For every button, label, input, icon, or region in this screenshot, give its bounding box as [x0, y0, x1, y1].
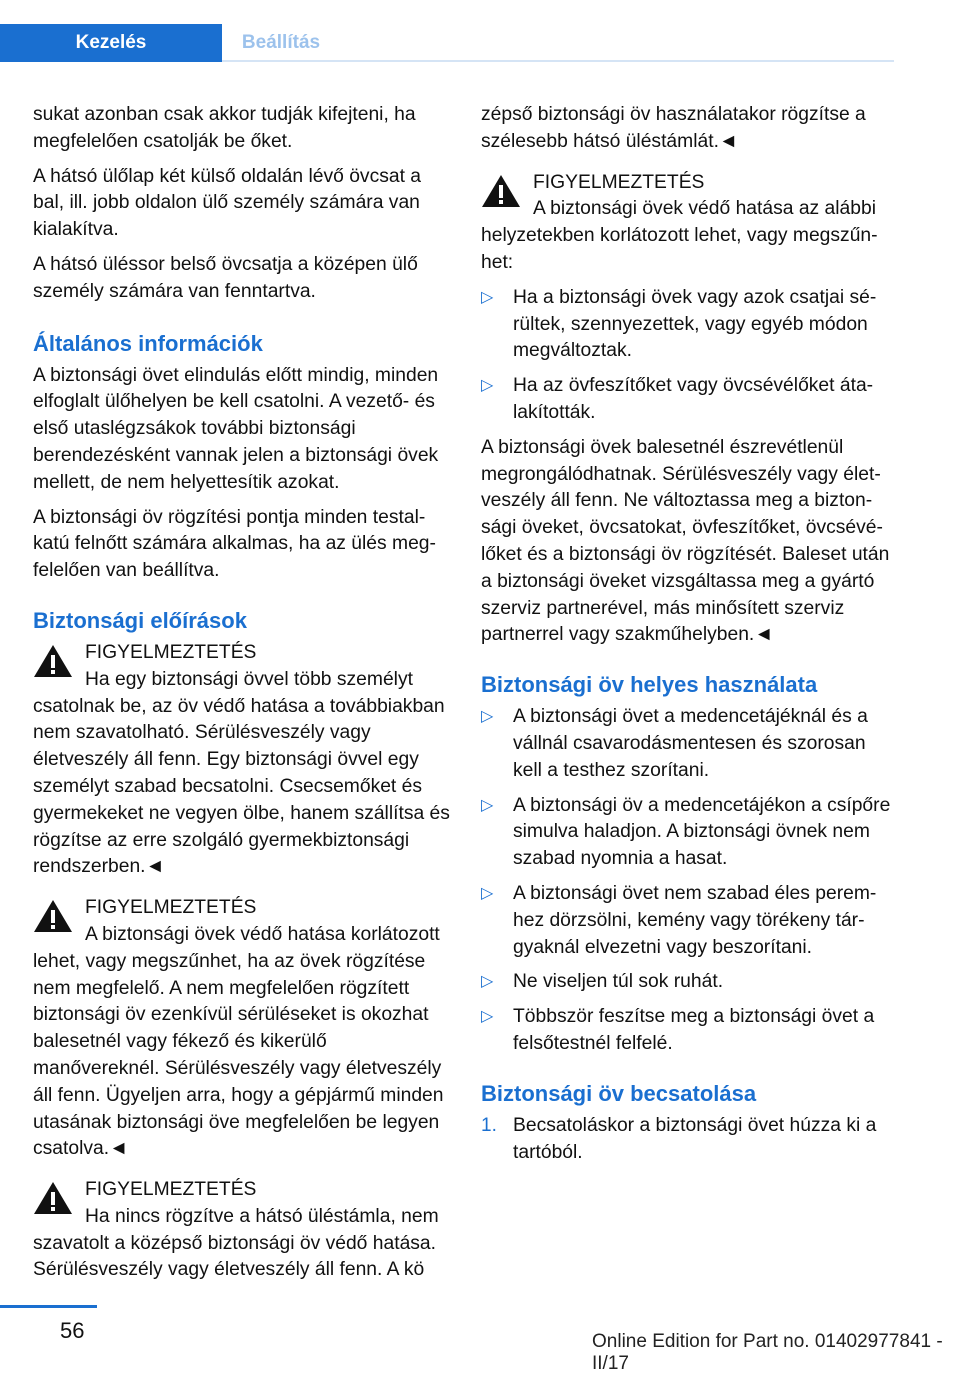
warning-title: FIGYELMEZTETÉS — [85, 897, 257, 919]
warning-triangle-icon — [33, 899, 73, 933]
warning-block — [33, 895, 451, 1163]
edition-footer: Online Edition for Part no. 01402977841 - II/17 — [592, 1331, 943, 1374]
list-item: 1. Becsatoláskor a biztonsági övet húzza ki a tartóból. — [481, 1114, 877, 1163]
paragraph: A biztonsági övek balesetnél észrevétlenül megrongálódhatnak. Sérülésveszély vagy életveszély áll fenn. Ne változtassa meg a biztonsági öveket, övcsatokat, övfeszítőket, övcsévélőket és a biztonsági öv rögzítését. Baleset után a biztonsági öveket vizsgáltassa meg a gyártó szerviz partnerével, más minősített szerviz partnerrel vagy szakműhelyben.◄ — [481, 436, 890, 646]
paragraph: A hátsó üléssor belső övcsatja a középen ülő személy számára van fenntartva. — [33, 253, 418, 302]
triangle-bullet-icon: ▷ — [481, 708, 494, 726]
right-column — [481, 102, 899, 1174]
warning-triangle-icon — [33, 1181, 73, 1215]
warning-block — [481, 170, 899, 277]
warning-triangle-icon — [33, 644, 73, 678]
warning-title: FIGYELMEZTETÉS — [85, 1179, 257, 1201]
list-item: ▷ Ha a biztonsági övek vagy azok csatjai sérültek, szennyezettek, vagy egyéb módon megváltoztak. — [481, 286, 877, 362]
paragraph: A hátsó ülőlap két külső oldalán lévő övcsat a bal, ill. jobb oldalon ülő személy számára van kialakítva. — [33, 165, 422, 241]
proper-use-list — [481, 704, 899, 1058]
triangle-bullet-icon: ▷ — [481, 377, 494, 395]
paragraph: sukat azonban csak akkor tudják kifejteni, ha megfelelően csatolják be őket. — [33, 104, 416, 152]
list-item: ▷ A biztonsági övet nem szabad éles peremhez dörzsölni, kemény vagy törékeny tárgyaknál elvezetni vagy beszorítani. — [481, 882, 877, 958]
triangle-bullet-icon: ▷ — [481, 288, 494, 306]
list-item: ▷ Többször feszítse meg a biztonsági övet a felsőtestnél felfelé. — [481, 1006, 875, 1054]
header-tabbar — [0, 24, 894, 62]
warning-title: FIGYELMEZTETÉS — [85, 641, 257, 663]
heading-general-info: Általános információk — [33, 330, 263, 356]
heading-fastening: Biztonsági öv becsatolása — [481, 1080, 757, 1106]
paragraph: zépső biztonsági öv használatakor rögzítse a szélesebb hátsó üléstámlát.◄ — [481, 104, 866, 152]
warning-text: Ha nincs rögzítve a hátsó üléstámla, nem szavatolt a középső biztonsági öv védő hatása. Sérülésveszély vagy életveszély áll fenn. A kö — [33, 1205, 439, 1281]
tab-beallitas[interactable]: Beállítás — [241, 32, 321, 53]
warning-block — [33, 640, 451, 881]
footer-rule — [0, 1305, 97, 1308]
warning-text: Ha egy biztonsági övvel több személyt csatolnak be, az öv védő hatása a továbbiakban nem szavatolható. Sérülésveszély vagy életveszély áll fenn. Egy biztonsági övvel egy személyt szabad becsatolni. Csecsemőket és gyermekeket ne vegyen ölbe, hanem szállítsa és rögzítse az erre szolgáló gyermekbiztonsági rendszerben.◄ — [33, 668, 450, 878]
left-column — [33, 102, 451, 1298]
warning-bullet-list — [481, 285, 899, 427]
triangle-bullet-icon: ▷ — [481, 1008, 494, 1026]
triangle-bullet-icon: ▷ — [481, 973, 494, 991]
fastening-steps — [481, 1113, 899, 1167]
warning-title: FIGYELMEZTETÉS — [533, 171, 705, 193]
warning-text: A biztonsági övek védő hatása az alábbi helyzetekben korlátozott lehet, vagy megszűnhet: — [481, 198, 878, 273]
step-number: 1. — [481, 1114, 497, 1136]
list-item: ▷ Ha az övfeszítőket vagy övcsévélőket átalakították. — [481, 375, 874, 423]
paragraph: A biztonsági övet elindulás előtt mindig, minden elfoglalt ülőhelyen be kell csatolni. A vezető- és első utaslégzsákok további biztonsági berendezésként vannak jelen a biztonsági övek mellett, de nem helyettesítik azokat. — [33, 364, 439, 493]
warning-text: A biztonsági övek védő hatása korlátozott lehet, vagy megszűnhet, ha az övek rögzítése nem megfelelő. A nem megfelelően rögzített biztonsági öv ezenkívül sérüléseket is okozhat balesetnél vagy fékező és kikerülő manővereknél. Sérülésveszély vagy életveszély áll fenn. Ügyeljen arra, hogy a gépjármű minden utasának biztonsági öve megfelelően be legyen csatolva.◄ — [33, 923, 444, 1160]
warning-triangle-icon — [481, 174, 521, 208]
heading-proper-use: Biztonsági öv helyes használata — [481, 672, 818, 698]
tab-kezeles[interactable]: Kezelés — [0, 24, 222, 62]
tab-underline — [222, 60, 894, 62]
triangle-bullet-icon: ▷ — [481, 796, 494, 814]
list-item: ▷ A biztonsági övet a medencetájéknál és a vállnál csavarodásmentesen és szorosan kell a testhez szorítani. — [481, 706, 868, 781]
list-item: ▷ Ne viseljen túl sok ruhát. — [481, 969, 899, 996]
heading-safety-rules: Biztonsági előírások — [33, 607, 247, 633]
paragraph: A biztonsági öv rögzítési pontja minden testalkatú felnőtt számára alkalmas, ha az ülés megfelelően van beállítva. — [33, 506, 436, 582]
list-item: ▷ A biztonsági öv a medencetájékon a csípőre simulva haladjon. A biztonsági övnek nem szabad nyomnia a hasat. — [481, 794, 891, 870]
page-number: 56 — [60, 1318, 85, 1343]
triangle-bullet-icon: ▷ — [481, 884, 494, 902]
warning-block — [33, 1177, 451, 1284]
